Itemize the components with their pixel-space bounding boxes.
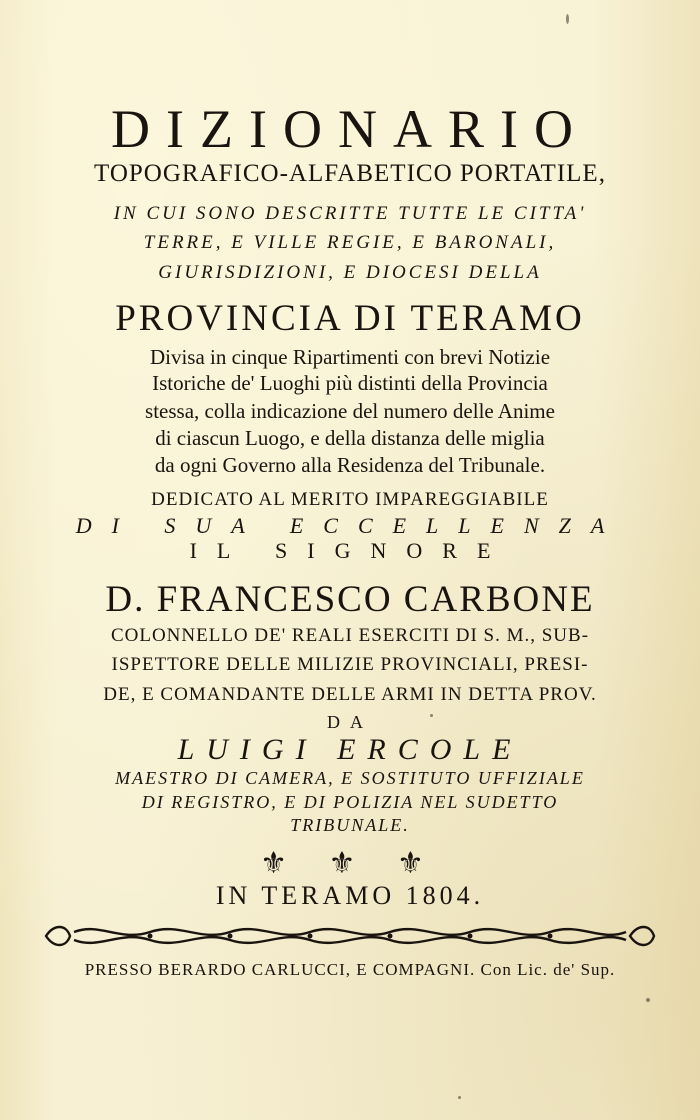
rank-line: DE, E COMANDANTE DELLE ARMI IN DETTA PROV. [103,684,597,705]
author-office-line: MAESTRO DI CAMERA, E SOSTITUTO UFFIZIALE [115,768,585,788]
province-heading: PROVINCIA DI TERAMO [115,298,585,339]
book-title: DIZIONARIO [111,99,589,159]
excellency-line: DI SUA ECCELLENZA [75,513,625,538]
rank-line: COLONNELLO DE' REALI ESERCITI DI S. M., SUB- [110,625,590,646]
paper-speck [646,998,650,1002]
book-subtitle: TOPOGRAFICO-ALFABETICO PORTATILE, [94,160,606,187]
scope-line: IN CUI SONO DESCRITTE TUTTE LE CITTA' [113,203,587,224]
author-name: LUIGI ERCOLE [177,733,523,766]
description-line: Istoriche de' Luoghi più distinti della Provincia [152,371,548,395]
dedication-line: DEDICATO AL MERITO IMPAREGGIABILE [151,489,549,510]
imprint-place-date: IN TERAMO 1804. [215,881,485,910]
paper-speck [430,714,433,717]
scope-line: TERRE, E VILLE REGIE, E BARONALI, [143,232,557,253]
rank-line: ISPETTORE DELLE MILIZIE PROVINCIALI, PRESI- [111,654,589,675]
description-line: di ciascun Luogo, e della distanza delle miglia [155,426,545,450]
author-office-line: DI REGISTRO, E DI POLIZIA NEL SUDETTO [141,792,559,812]
author-office-line: TRIBUNALE. [290,815,410,835]
description-line: da ogni Governo alla Residenza del Tribunale. [154,453,546,477]
scope-line: GIURISDIZIONI, E DIOCESI DELLA [158,262,542,283]
ornamental-border-icon [40,920,660,952]
dedicatee-name: D. FRANCESCO CARBONE [105,579,595,620]
description-line: Divisa in cinque Ripartimenti con brevi Notizie [149,345,551,369]
paper-speck [566,14,569,24]
paper-speck [458,1096,461,1099]
signore-line: IL SIGNORE [189,538,511,563]
description-line: stessa, colla indicazione del numero delle Anime [145,399,555,423]
by-line: DA [327,712,373,732]
printer-imprint: PRESSO BERARDO CARLUCCI, E COMPAGNI. Con Lic. de' Sup. [84,960,616,979]
fleuron-ornaments: ⚜ ⚜ ⚜ [260,846,440,881]
